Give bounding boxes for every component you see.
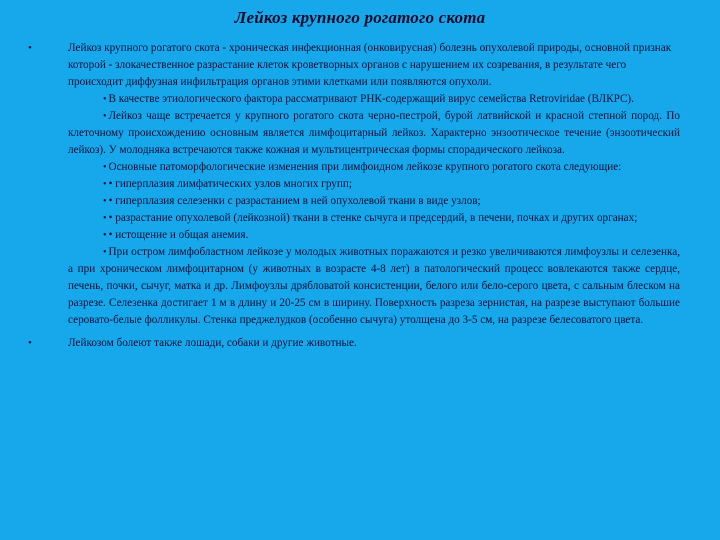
sub-item-lymph-nodes — [68, 176, 680, 193]
intro-text: Лейкоз крупного рогатого скота - хроническая инфекционная (онковирусная) болезнь опухолевой природы, основной признак которой - злокачественное разрастание клеток кроветворных органов с нарушением их созревания, в результате чего происходит диффузная инфильтрация органов этими клетками или появляются опухоли. — [68, 42, 672, 88]
sub-bullet-icon: • — [103, 94, 107, 105]
sub-item-text: В качестве этиологического фактора рассматривают РНК-содержащий вирус семейства Retroviridae (ВЛКРС). — [108, 93, 634, 105]
outro-paragraph — [28, 335, 680, 352]
sub-item-etiology — [68, 91, 680, 108]
slide-body — [28, 40, 680, 352]
bullet-icon: • — [28, 337, 32, 349]
sub-item-text: • гиперплазия селезенки с разрастанием в ней опухолевой ткани в виде узлов; — [108, 195, 481, 207]
intro-paragraph — [28, 40, 680, 91]
sub-bullet-icon: • — [103, 111, 107, 122]
sub-item-text: При остром лимфобластном лейкозе у молодых животных поражаются и резко увеличиваются лимфоузлы и селезенка, а при хроническом лимфоцитарном (у животных в возрасте 4-8 лет) в патологический процесс вовлекаются также сердце, печень, почки, сычуг, матка и др. Лимфоузлы дрябловатой консистенции, белого или бело-серого цвета, с сальным блеском на разрезе. Селезенка достигает 1 м в длину и 20-25 см в ширину. Поверхность разреза зернистая, на разрезе выступают большие серовато-белые фолликулы. Стенка преджелудков (особенно сычуга) утолщена до 3-5 см, на разрезе белесоватого цвета. — [68, 246, 680, 326]
sub-item-text: • истощение и общая анемия. — [108, 229, 249, 241]
sub-bullet-icon: • — [103, 162, 107, 173]
sub-item-pathology-intro — [68, 159, 680, 176]
sub-item-acute-chronic — [68, 244, 680, 329]
sub-item-anemia — [68, 227, 680, 244]
sub-item-text: Лейкоз чаще встречается у крупного рогатого скота черно-пестрой, бурой латвийской и красной степной пород. По клеточному происхождению основным является лимфоцитарный лейкоз. Характерно энзоотическое течение (энзоотический лейкоз). У молодняка встречаются также кожная и мультицентрическая формы спорадического лейкоза. — [68, 110, 680, 156]
sub-item-breeds — [68, 108, 680, 159]
sub-bullet-icon: • — [103, 213, 107, 224]
sub-item-text: Основные патоморфологические изменения при лимфоидном лейкозе крупного рогатого скота следующие: — [108, 161, 622, 173]
sub-item-tumor-growth — [68, 210, 680, 227]
bullet-icon: • — [28, 42, 32, 54]
sub-bullet-icon: • — [103, 247, 107, 258]
outro-text: Лейкозом болеют также лошади, собаки и другие животные. — [68, 337, 357, 349]
slide-title: Лейкоз крупного рогатого скота — [234, 8, 486, 27]
sub-bullet-icon: • — [103, 230, 107, 241]
sub-item-text: • разрастание опухолевой (лейкозной) ткани в стенке сычуга и предсердий, в печени, почках и других органах; — [108, 212, 638, 224]
sub-item-text: • гиперплазия лимфатических узлов многих групп; — [108, 178, 352, 190]
sub-bullet-icon: • — [103, 196, 107, 207]
sub-bullet-icon: • — [103, 179, 107, 190]
sub-item-spleen — [68, 193, 680, 210]
